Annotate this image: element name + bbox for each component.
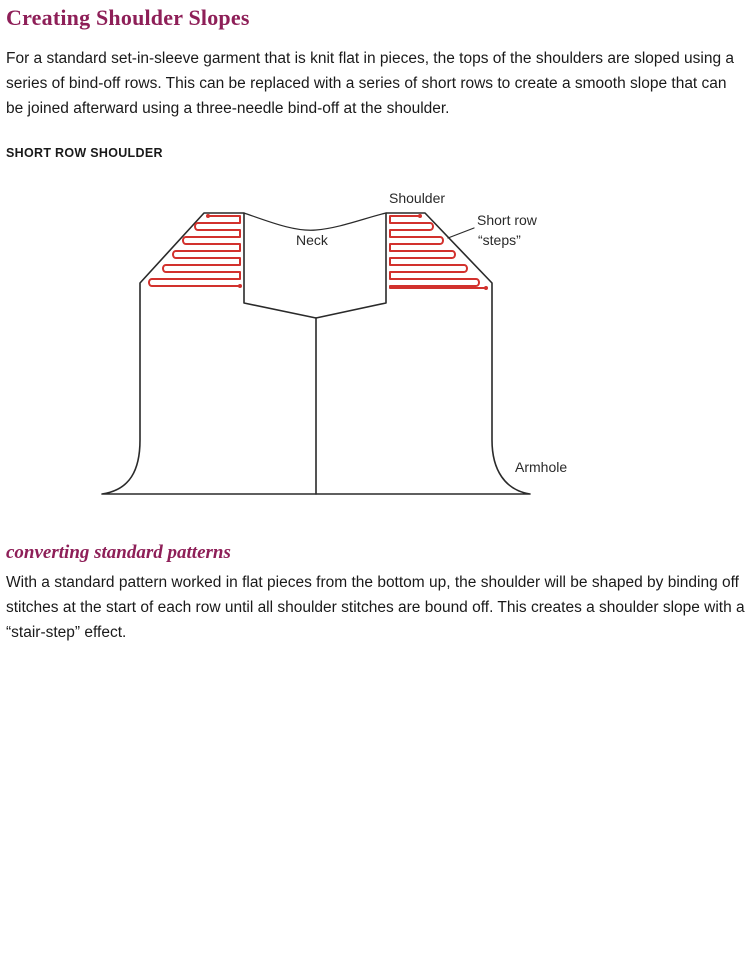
body-paragraph: With a standard pattern worked in flat pieces from the bottom up, the shoulder will be shaped by binding off stitches at the start of each row until all shoulder stitches are bound off. This creates a shoulder slope with a “stair-step” effect. [6,574,745,641]
neckline-curve [244,213,386,230]
short-row-label-line1: Short row [477,212,537,228]
armhole-label: Armhole [515,459,568,475]
left-front-outline [102,213,316,494]
intro-paragraph: For a standard set-in-sleeve garment that is knit flat in pieces, the tops of the shoulders are sloped using a series of bind-off rows. This can be replaced with a series of short rows to create a smooth slope that can be joined afterward using a three-needle bind-off at the shoulder. [6,50,735,117]
subheading: converting standard patterns [6,542,231,563]
short-row-leader [448,228,474,238]
shoulder-label: Shoulder [389,190,446,206]
right-front-outline [316,213,530,494]
neck-label: Neck [296,232,328,248]
short-row-label-line2: “steps” [478,232,521,248]
page-title: Creating Shoulder Slopes [6,5,250,30]
figure-label: SHORT ROW SHOULDER [6,146,163,160]
left-short-rows [149,214,242,288]
right-short-rows [390,214,488,290]
